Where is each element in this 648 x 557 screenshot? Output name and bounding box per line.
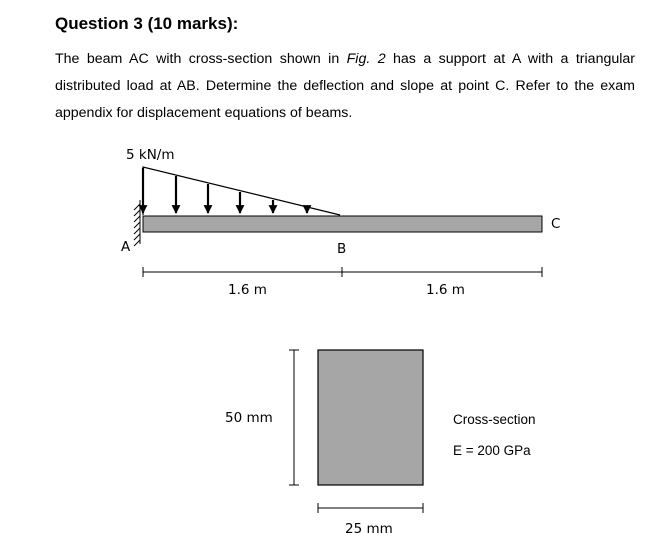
span-dimension-line [143, 267, 542, 277]
cross-section-title: Cross-section [453, 412, 536, 427]
width-dimension-line [318, 503, 423, 513]
height-label: 50 mm [225, 410, 273, 426]
width-label: 25 mm [345, 521, 393, 537]
point-a-label: A [121, 239, 131, 255]
point-b-label: B [337, 241, 347, 257]
span-ab-label: 1.6 m [228, 282, 267, 298]
question-text-part-2: has a support at A with a triangular distributed load at AB. Determine the deflection and slope at point C. Refer to the exam appendix for displacement equations of beams. [55, 51, 636, 121]
question-text-part-1: The beam AC with cross-section shown in [55, 51, 347, 67]
modulus-label: E = 200 GPa [453, 443, 531, 458]
height-dimension-line [289, 350, 299, 485]
load-arrows [143, 168, 307, 213]
question-title: Question 3 (10 marks): [55, 14, 239, 33]
figure-reference: Fig. 2 [346, 51, 386, 67]
load-intensity-label: 5 kN/m [126, 147, 175, 163]
point-c-label: C [551, 216, 561, 232]
cross-section-rect [318, 350, 423, 485]
span-bc-label: 1.6 m [426, 282, 465, 298]
triangular-load [143, 167, 340, 215]
fixed-support [134, 200, 140, 246]
beam [143, 216, 542, 232]
